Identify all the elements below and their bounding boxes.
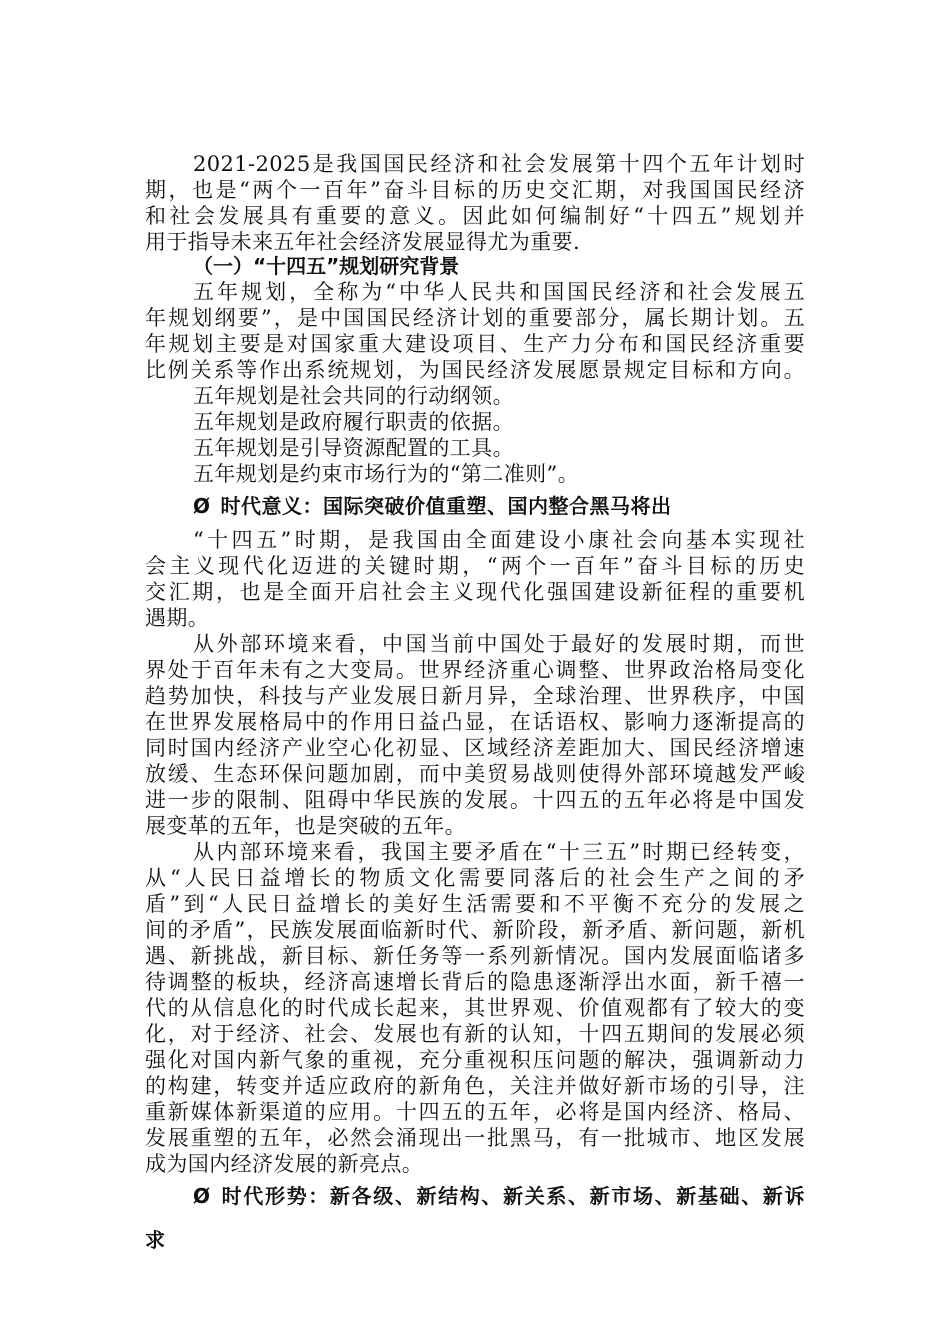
era-line-4: 遇期。 bbox=[145, 606, 210, 630]
internal-line-8: 化，对于经济、社会、发展也有新的认知，十四五期间的发展必须 bbox=[145, 1022, 805, 1046]
point-1: 五年规划是社会共同的行动纲领。 bbox=[193, 384, 514, 408]
external-line-7: 进一步的限制、阻碍中华民族的发展。十四五的五年必将是中国发 bbox=[145, 788, 805, 812]
bullet-heading-era-situation bbox=[193, 1183, 805, 1209]
intro-line-1: 2021-2025是我国国民经济和社会发展第十四个五年计划时 bbox=[193, 152, 805, 176]
internal-line-4: 间的矛盾”，民族发展面临新时代、新阶段，新矛盾、新问题，新机 bbox=[145, 918, 805, 942]
era-line-1: “十四五”时期，是我国由全面建设小康社会向基本实现社 bbox=[193, 528, 805, 552]
external-line-5: 同时国内经济产业空心化初显、区域经济差距加大、国民经济增速 bbox=[145, 736, 805, 760]
point-3: 五年规划是引导资源配置的工具。 bbox=[193, 436, 514, 460]
internal-line-3: 盾”到“人民日益增长的美好生活需要和不平衡不充分的发展之 bbox=[145, 892, 805, 916]
internal-line-1: 从内部环境来看，我国主要矛盾在“十三五”时期已经转变， bbox=[193, 840, 805, 864]
external-line-6: 放缓、生态环保问题加剧，而中美贸易战则使得外部环境越发严峻 bbox=[145, 762, 805, 786]
internal-line-11: 重新媒体新渠道的应用。十四五的五年，必将是国内经济、格局、 bbox=[145, 1100, 805, 1124]
internal-line-5: 遇、新挑战，新目标、新任务等一系列新情况。国内发展面临诸多 bbox=[145, 944, 805, 968]
era-line-2: 会主义现代化迈进的关键时期，“两个一百年”奋斗目标的历史 bbox=[145, 554, 805, 578]
intro-line-4: 用于指导未来五年社会经济发展显得尤为重要. bbox=[145, 230, 581, 254]
section-heading-background: （一）“十四五”规划研究背景 bbox=[193, 254, 460, 278]
bullet-heading-continuation: 求 bbox=[145, 1228, 165, 1252]
internal-line-2: 从“人民日益增长的物质文化需要同落后的社会生产之间的矛 bbox=[145, 866, 805, 890]
external-line-2: 界处于百年未有之大变局。世界经济重心调整、世界政治格局变化 bbox=[145, 658, 805, 682]
bullet-heading-text: 时代形势：新各级、新结构、新关系、新市场、新基础、新诉 bbox=[220, 1184, 805, 1208]
internal-line-7: 代的从信息化的时代成长起来，其世界观、价值观都有了较大的变 bbox=[145, 996, 805, 1020]
para1-line-2: 年规划纲要”，是中国国民经济计划的重要部分，属长期计划。五 bbox=[145, 306, 805, 330]
point-4: 五年规划是约束市场行为的“第二准则”。 bbox=[193, 462, 580, 486]
external-line-4: 在世界发展格局中的作用日益凸显，在话语权、影响力逐渐提高的 bbox=[145, 710, 805, 734]
internal-line-6: 待调整的板块，经济高速增长背后的隐患逐渐浮出水面，新千禧一 bbox=[145, 970, 805, 994]
intro-line-3: 和社会发展具有重要的意义。因此如何编制好“十四五”规划并 bbox=[145, 204, 805, 228]
bullet-marker-icon: Ø bbox=[193, 1184, 211, 1208]
intro-line-2: 期，也是“两个一百年”奋斗目标的历史交汇期，对我国国民经济 bbox=[145, 178, 805, 202]
internal-line-9: 强化对国内新气象的重视，充分重视积压问题的解决，强调新动力 bbox=[145, 1048, 805, 1072]
era-line-3: 交汇期，也是全面开启社会主义现代化强国建设新征程的重要机 bbox=[145, 580, 805, 604]
bullet-heading-text: 时代意义：国际突破价值重塑、国内整合黑马将出 bbox=[220, 494, 672, 518]
external-line-1: 从外部环境来看，中国当前中国处于最好的发展时期，而世 bbox=[193, 632, 805, 656]
internal-line-12: 发展重塑的五年，必然会涌现出一批黑马，有一批城市、地区发展 bbox=[145, 1126, 805, 1150]
para1-line-3: 年规划主要是对国家重大建设项目、生产力分布和国民经济重要 bbox=[145, 332, 805, 356]
external-line-8: 展变革的五年，也是突破的五年。 bbox=[145, 814, 466, 838]
bullet-heading-era-significance bbox=[193, 493, 805, 519]
external-line-3: 趋势加快，科技与产业发展日新月异，全球治理、世界秩序，中国 bbox=[145, 684, 805, 708]
point-2: 五年规划是政府履行职责的依据。 bbox=[193, 410, 514, 434]
para1-line-1: 五年规划，全称为“中华人民共和国国民经济和社会发展五 bbox=[193, 280, 805, 304]
para1-line-4: 比例关系等作出系统规划，为国民经济发展愿景规定目标和方向。 bbox=[145, 358, 805, 382]
bullet-marker-icon: Ø bbox=[193, 494, 211, 518]
internal-line-13: 成为国内经济发展的新亮点。 bbox=[145, 1152, 424, 1176]
internal-line-10: 的构建，转变并适应政府的新角色，关注并做好新市场的引导，注 bbox=[145, 1074, 805, 1098]
